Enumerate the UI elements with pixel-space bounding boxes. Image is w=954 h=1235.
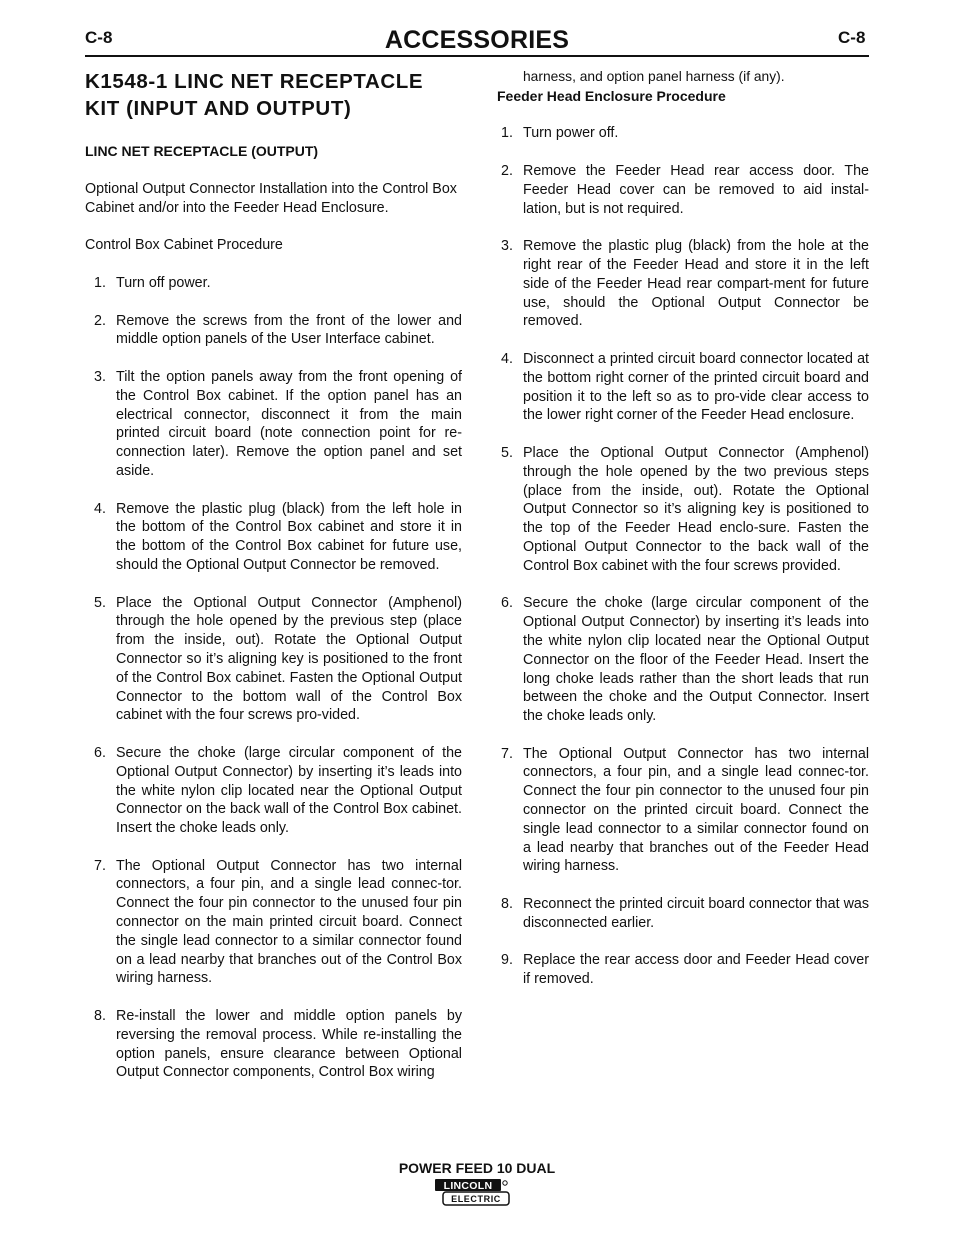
- step-number: 5.: [94, 594, 106, 611]
- list-item: [497, 237, 869, 331]
- list-item: [85, 368, 462, 481]
- step-text: Remove the screws from the front of the lower and middle option panels of the User Interface cabinet.: [116, 312, 462, 348]
- step-number: 8.: [501, 896, 513, 913]
- logo-top-text: LINCOLN: [443, 1180, 493, 1192]
- list-item: [497, 895, 869, 933]
- step-text: Secure the choke (large circular component of the Optional Output Connector) by inserting it’s leads into the white nylon clip located near the Optional Output Connector on the floor of the Feeder Head. Insert the long choke leads rather than the short leads that run between the choke and the Output Connector. Insert the choke leads only.: [523, 595, 869, 725]
- step-text: Place the Optional Output Connector (Amphenol) through the hole opened by the two previous steps (place from the inside, out). Rotate the Optional Output Connector so it’s aligning key is positioned to the top of the Feeder Head enclo-sure. Fasten the Optional Output Connector to the back wall of the Control Box cabinet with the four screws provided.: [523, 444, 869, 574]
- list-item: [85, 312, 462, 350]
- step-text: Place the Optional Output Connector (Amphenol) through the hole opened by the previous step (place from the inside, out). Rotate the Optional Output Connector so it’s aligning key is positioned to the front of the Control Box cabinet. Fasten the Optional Output Connector to the bottom wall of the Control Box cabinet with the four screws pro-vided.: [116, 594, 462, 724]
- step-number: 3.: [501, 238, 513, 255]
- left-column: [85, 66, 462, 1082]
- step-number: 3.: [94, 368, 106, 385]
- list-item: [85, 274, 462, 293]
- step-text: Turn off power.: [116, 274, 211, 291]
- list-item: [497, 124, 869, 143]
- step-text: Reconnect the printed circuit board connector that was disconnected earlier.: [523, 896, 869, 931]
- lincoln-electric-logo: [434, 1177, 510, 1207]
- list-item: [497, 745, 869, 877]
- list-item: [85, 594, 462, 726]
- step-number: 9.: [501, 952, 513, 969]
- list-item: [497, 350, 869, 425]
- left-steps: [85, 274, 462, 1082]
- step-number: 4.: [501, 350, 513, 367]
- logo-bottom-text: ELECTRIC: [451, 1194, 501, 1204]
- right-column: [497, 68, 869, 989]
- step-text: Remove the plastic plug (black) from the hole at the right rear of the Feeder Head and store it in the left side of the Feeder Head rear compart-ment for future use, should the Optional Output Connector be removed.: [523, 238, 869, 330]
- subheading: LINC NET RECEPTACLE (OUTPUT): [85, 143, 319, 159]
- step-number: 1.: [94, 274, 106, 291]
- list-item: [85, 857, 462, 989]
- page-title: ACCESSORIES: [384, 26, 570, 54]
- step-text: Remove the plastic plug (black) from the left hole in the bottom of the Control Box cabinet and store it in the bottom of the Control Box cabinet for future use, should the Optional Output Connector be removed.: [116, 500, 462, 573]
- step-number: 4.: [94, 500, 106, 517]
- step-number: 2.: [94, 312, 106, 329]
- step-text: Tilt the option panels away from the front opening of the Control Box cabinet. If the option panel has an electrical connector, disconnect it from the main printed circuit board (note connection point for re-connection later). Remove the option panel and set aside.: [116, 368, 462, 479]
- page-code-right: C-8: [838, 28, 866, 47]
- step-number: 8.: [94, 1008, 106, 1025]
- step-number: 1.: [501, 125, 513, 142]
- procedure-title: Feeder Head Enclosure Procedure: [497, 87, 726, 104]
- step-text: Remove the Feeder Head rear access door. The Feeder Head cover can be removed to aid instal-lation, but is not required.: [523, 162, 869, 217]
- step-text: Turn power off.: [523, 125, 619, 142]
- step-text: Secure the choke (large circular component of the Optional Output Connector) by inserting it’s leads into the white nylon clip located near the Optional Output Connector on the back wall of the Control Box cabinet. Insert the choke leads only.: [116, 744, 462, 837]
- list-item: [85, 744, 462, 838]
- list-item: [85, 1007, 462, 1082]
- step-text: The Optional Output Connector has two internal connectors, a four pin, and a single lead connec-tor. Connect the four pin connector to the unused four pin connector on the printed circuit board. Connect the single lead connector to a similar connector found on a lead nearby that branches out of the Feeder Head wiring harness.: [523, 745, 869, 875]
- list-item: [497, 594, 869, 726]
- intro-paragraph: Optional Output Connector Installation into the Control Box Cabinet and/or into the Feeder Head Enclosure.: [85, 180, 457, 216]
- step-text: Re-install the lower and middle option panels by reversing the removal process. While re-installing the option panels, ensure clearance between Optional Output Connector components, Control Box wiring: [116, 1008, 462, 1081]
- footer-product-name: POWER FEED 10 DUAL: [398, 1160, 556, 1176]
- procedure-title: Control Box Cabinet Procedure: [85, 237, 283, 254]
- list-item: [497, 162, 869, 218]
- step-number: 7.: [94, 857, 106, 874]
- list-item: [497, 951, 869, 989]
- continuation-text: harness, and option panel harness (if any).: [523, 69, 785, 84]
- step-number: 2.: [501, 162, 513, 179]
- step-number: 6.: [501, 595, 513, 612]
- page-code-left: C-8: [85, 28, 113, 47]
- step-text: The Optional Output Connector has two internal connectors, a four pin, and a single lead connec-tor. Connect the four pin connector to the unused four pin connector on the main printed circuit board. Connect the single lead connector to a similar connector found on a lead nearby that branches out of the Control Box wiring harness.: [116, 857, 462, 987]
- right-steps: [497, 124, 869, 989]
- header-rule: [85, 55, 869, 57]
- list-item: [85, 500, 462, 575]
- section-heading: K1548-1 LINC NET RECEPTACLE KIT (INPUT AND OUTPUT): [85, 70, 424, 120]
- step-number: 5.: [501, 444, 513, 461]
- step-number: 6.: [94, 744, 106, 761]
- step-number: 7.: [501, 745, 513, 762]
- list-item: [497, 444, 869, 576]
- step-text: Disconnect a printed circuit board connector located at the bottom right corner of the printed circuit board and position it to the left so as to pro-vide clear access to the lower right corner of the Feeder Head enclosure.: [523, 350, 869, 424]
- step-text: Replace the rear access door and Feeder Head cover if removed.: [523, 952, 869, 988]
